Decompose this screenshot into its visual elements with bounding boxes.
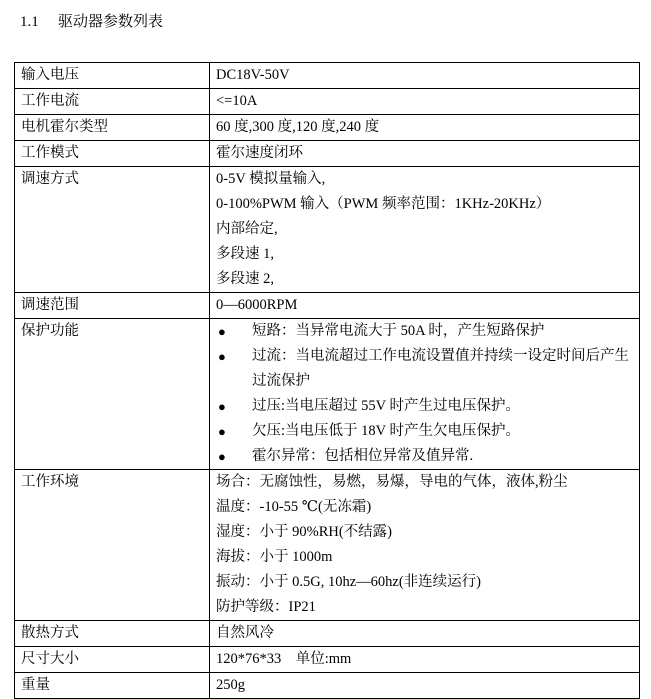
param-value: [210, 89, 640, 115]
bullet-icon: ●: [218, 399, 226, 414]
table-row: [15, 167, 640, 293]
param-label: 调速范围: [15, 293, 210, 319]
bullet-text: 过流：当电流超过工作电流设置值并持续一设定时间后产生过流保护: [252, 348, 629, 389]
protection-item: [216, 419, 633, 444]
bullet-text: 短路：当异常电流大于 50A 时，产生短路保护: [252, 323, 545, 339]
bullet-icon: ●: [218, 424, 226, 439]
param-value: [210, 673, 640, 699]
value-line: 霍尔速度闭环: [216, 145, 303, 161]
bullet-text: 欠压:当电压低于 18V 时产生欠电压保护。: [252, 423, 520, 439]
value-line: 温度：-10-55 ℃(无冻霜): [216, 499, 372, 515]
param-value: [210, 115, 640, 141]
protection-item: [216, 319, 633, 344]
table-row: [15, 293, 640, 319]
section-heading: [20, 12, 163, 32]
value-line: 60 度,300 度,120 度,240 度: [216, 119, 380, 135]
param-value: [210, 141, 640, 167]
table-row: [15, 89, 640, 115]
param-value: [210, 167, 640, 293]
value-line: 多段速 1,: [216, 246, 274, 262]
value-line: DC18V-50V: [216, 67, 290, 83]
value-line: 250g: [216, 677, 245, 693]
value-line: 0-100%PWM 输入（PWM 频率范围：1KHz-20KHz）: [216, 196, 551, 212]
bullet-text: 过压:当电压超过 55V 时产生过电压保护。: [252, 398, 520, 414]
value-line: 120*76*33 单位:mm: [216, 651, 352, 667]
section-title: 驱动器参数列表: [58, 14, 164, 30]
table-row: [15, 621, 640, 647]
param-label: 输入电压: [15, 63, 210, 89]
param-label: 尺寸大小: [15, 647, 210, 673]
param-label: 电机霍尔类型: [15, 115, 210, 141]
table-row: [15, 141, 640, 167]
value-line: 多段速 2,: [216, 271, 274, 287]
value-line: 防护等级：IP21: [216, 599, 316, 615]
table-row: [15, 470, 640, 621]
param-value: [210, 63, 640, 89]
param-label: 调速方式: [15, 167, 210, 293]
bullet-icon: ●: [218, 349, 226, 364]
bullet-text: 霍尔异常：包括相位异常及值异常.: [252, 448, 474, 464]
value-line: 内部给定,: [216, 221, 278, 237]
param-label: 重量: [15, 673, 210, 699]
param-label: 工作环境: [15, 470, 210, 621]
value-line: 自然风冷: [216, 625, 274, 641]
table-row: [15, 319, 640, 470]
value-line: 振动：小于 0.5G, 10hz—60hz(非连续运行): [216, 574, 481, 590]
bullet-icon: ●: [218, 324, 226, 339]
param-value: [210, 319, 640, 470]
value-line: 湿度：小于 90%RH(不结露): [216, 524, 393, 540]
protection-item: [216, 344, 633, 394]
param-value: [210, 647, 640, 673]
value-line: 0-5V 模拟量输入,: [216, 171, 326, 187]
value-line: 0—6000RPM: [216, 297, 298, 313]
value-line: <=10A: [216, 93, 258, 109]
param-label: 散热方式: [15, 621, 210, 647]
protection-item: [216, 394, 633, 419]
table-row: [15, 647, 640, 673]
table-row: [15, 63, 640, 89]
param-value: [210, 470, 640, 621]
protection-item: [216, 444, 633, 469]
param-label: 工作电流: [15, 89, 210, 115]
value-line: 海拔：小于 1000m: [216, 549, 333, 565]
value-line: 场合：无腐蚀性，易燃，易爆，导电的气体，液体,粉尘: [216, 474, 568, 490]
param-value: [210, 621, 640, 647]
param-label: 保护功能: [15, 319, 210, 470]
bullet-icon: ●: [218, 449, 226, 464]
section-number: 1.1: [20, 14, 39, 30]
param-label: 工作模式: [15, 141, 210, 167]
table-row: [15, 115, 640, 141]
driver-parameters-table: [14, 62, 640, 699]
param-value: [210, 293, 640, 319]
table-row: [15, 673, 640, 699]
